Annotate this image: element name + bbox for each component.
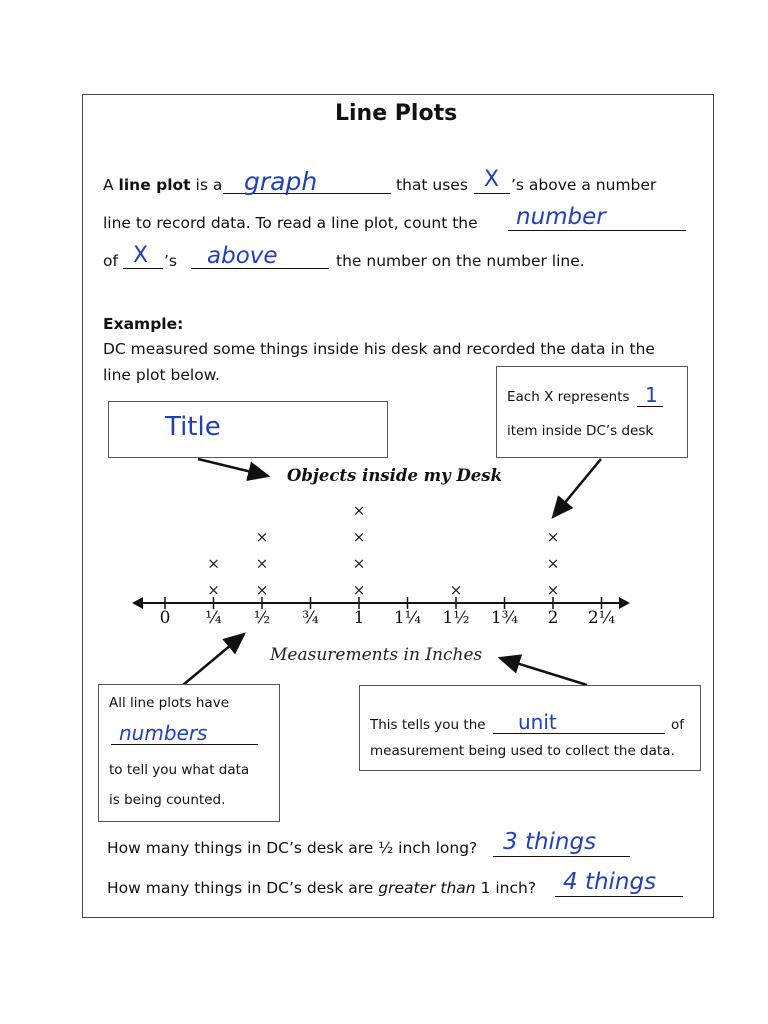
- x-mark: ×: [352, 501, 366, 520]
- title-arrow: [198, 459, 268, 476]
- q2-pre: How many things in DC’s desk are: [107, 879, 374, 897]
- def-of: of: [103, 252, 118, 270]
- numbers-line-3: to tell you what data: [109, 762, 250, 778]
- answer-key: 1: [645, 383, 658, 407]
- answer-q2: 4 things: [563, 869, 657, 895]
- example-heading: Example:: [103, 315, 184, 333]
- key-arrow: [553, 459, 601, 517]
- key-line-2: item inside DC’s desk: [507, 423, 654, 439]
- tick-label: 1¼: [393, 608, 422, 628]
- x-mark: ×: [255, 554, 269, 573]
- number-line-left-arrow: [132, 597, 143, 609]
- x-mark: ×: [352, 554, 366, 573]
- numbers-arrow: [183, 634, 244, 685]
- x-mark: ×: [352, 581, 366, 599]
- key-line-1: Each X represents: [507, 389, 630, 405]
- def-line-plot-bold: line plot: [118, 176, 191, 194]
- unit-callout-box: [359, 685, 701, 771]
- x-mark: ×: [255, 581, 269, 599]
- tick-label: ½: [253, 608, 271, 628]
- answer-x2: X: [133, 243, 149, 268]
- question-2: [107, 879, 536, 897]
- x-mark: ×: [546, 528, 560, 546]
- answer-graph: graph: [244, 167, 318, 196]
- def-is-a: is a: [195, 176, 223, 194]
- numbers-callout-box: [98, 684, 280, 822]
- answer-unit: unit: [518, 710, 557, 734]
- q2-italic: greater than: [378, 879, 476, 897]
- def-line3-end: the number on the number line.: [336, 252, 585, 270]
- x-mark: ×: [546, 581, 560, 599]
- x-mark: ×: [546, 554, 560, 573]
- x-mark: ×: [207, 581, 220, 599]
- answer-above: above: [207, 243, 278, 269]
- unit-arrow: [500, 658, 587, 685]
- answer-x: X: [484, 167, 500, 192]
- def-line1-end: ’s above a number: [511, 176, 657, 194]
- answer-number: number: [516, 204, 606, 230]
- example-text-2: line plot below.: [103, 366, 220, 384]
- tick-label: 1½: [442, 608, 470, 628]
- tick-label: ¼: [205, 608, 222, 628]
- def-a: A: [103, 176, 114, 194]
- tick-label: 2¼: [587, 608, 616, 628]
- unit-line-1-pre: This tells you the: [370, 717, 486, 733]
- q2-post: 1 inch?: [480, 879, 537, 897]
- blank-q1: [493, 856, 630, 857]
- tick-label: 2: [547, 608, 559, 628]
- chart-xlabel: Measurements in Inches: [270, 645, 483, 665]
- numbers-line-4: is being counted.: [109, 792, 226, 808]
- unit-line-2: measurement being used to collect the data.: [370, 743, 675, 759]
- definition-line-2: line to record data. To read a line plot, count the: [103, 214, 478, 232]
- question-1: How many things in DC’s desk are ½ inch long?: [107, 839, 478, 857]
- answer-numbers: numbers: [119, 721, 208, 745]
- page-title: Line Plots: [335, 101, 458, 126]
- answer-title: Title: [165, 412, 221, 442]
- x-mark: ×: [449, 581, 463, 599]
- def-s: ’s: [164, 252, 178, 270]
- x-mark: ×: [255, 528, 269, 546]
- number-line-right-arrow: [619, 597, 630, 609]
- tick-label: ¾: [302, 608, 319, 628]
- numbers-line-1: All line plots have: [109, 695, 230, 711]
- tick-label: 1¾: [490, 608, 519, 628]
- answer-q1: 3 things: [503, 829, 597, 855]
- tick-label: 0: [159, 608, 171, 628]
- blank-q2: [555, 896, 683, 897]
- x-mark: ×: [352, 528, 366, 546]
- x-mark: ×: [207, 554, 220, 573]
- unit-line-1-post: of: [671, 717, 685, 733]
- tick-label: 1: [353, 608, 365, 628]
- def-that-uses: that uses: [396, 176, 468, 194]
- example-text-1: DC measured some things inside his desk and recorded the data in the: [103, 340, 655, 358]
- chart-title: Objects inside my Desk: [287, 466, 502, 485]
